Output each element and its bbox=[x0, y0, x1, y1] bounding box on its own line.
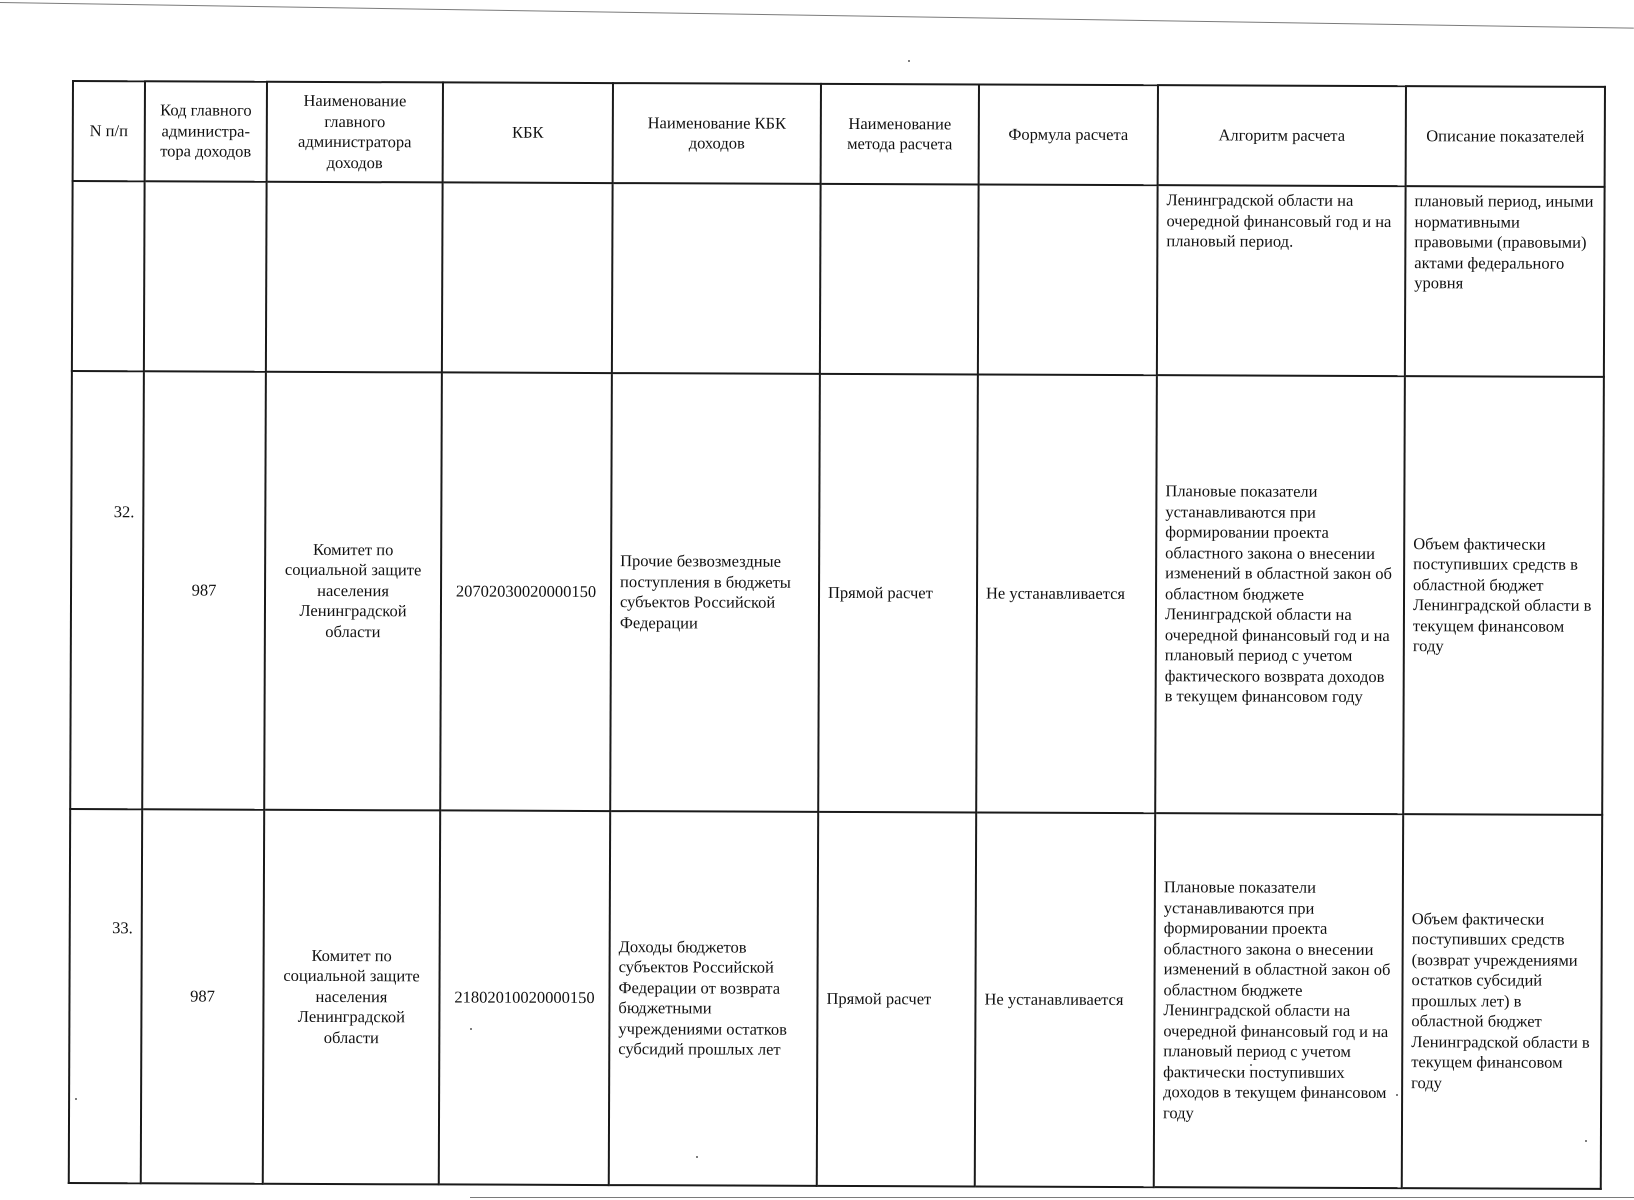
header-admin-name: Наименование главного администратора доходов bbox=[267, 82, 443, 183]
header-description: Описание показателей bbox=[1406, 86, 1605, 187]
table-row bbox=[70, 371, 1604, 815]
cell-admin-name: Комитет по социальной защите населения Ленинградской области bbox=[264, 372, 442, 811]
cell-formula: Не устанавливается bbox=[975, 812, 1155, 1187]
cell-num: 33. bbox=[69, 809, 142, 1183]
scan-edge-line-bottom bbox=[470, 1197, 1634, 1198]
cell-kbk: 21802010020000150 bbox=[439, 810, 610, 1185]
cell-kbk-name: Прочие безвозмездные поступления в бюджеты субъектов Российской Федерации bbox=[610, 373, 820, 812]
cell-formula bbox=[978, 184, 1158, 375]
header-num: N п/п bbox=[73, 81, 145, 181]
cell-algorithm: Плановые показатели устанавливаются при формировании проекта областного закона о внесении изменений в областной закон об областном бюджете Ленинградской области на очередной финансовый год и на плановый период с учетом фактического возврата доходов в текущем финансовом году bbox=[1155, 375, 1405, 814]
cell-kbk: 20702030020000150 bbox=[440, 372, 612, 811]
scan-edge-line bbox=[0, 2, 1634, 29]
cell-formula: Не устанавливается bbox=[976, 374, 1157, 813]
cell-description: плановый период, иными нормативными правовыми (правовыми) актами федерального уровня bbox=[1405, 186, 1605, 377]
header-formula: Формула расчета bbox=[979, 84, 1158, 185]
header-kbk-name: Наименование КБК доходов bbox=[613, 83, 821, 184]
cell-num bbox=[72, 181, 145, 371]
header-algorithm: Алгоритм расчета bbox=[1158, 85, 1406, 186]
cell-kbk-name: Доходы бюджетов субъектов Российской Федерации от возврата бюджетными учреждениями остатков субсидий прошлых лет bbox=[609, 811, 818, 1186]
table-header bbox=[73, 81, 1605, 187]
table-row bbox=[69, 809, 1602, 1189]
cell-description: Объем фактически поступивших средств в областной бюджет Ленинградской области в текущем финансовом году bbox=[1403, 376, 1604, 815]
cell-kbk-name bbox=[612, 183, 821, 374]
header-kbk: КБК bbox=[443, 82, 613, 183]
scan-speck bbox=[908, 60, 910, 62]
cell-algorithm: Плановые показатели устанавливаются при формировании проекта областного закона о внесении изменений в областной закон об областном бюджете Ленинградской области на очередной финансовый год и на плановый период с учетом фактически поступивших доходов в текущем финансовом году bbox=[1154, 813, 1403, 1188]
cell-method: Прямой расчет bbox=[818, 374, 978, 813]
table-row-continued bbox=[72, 181, 1605, 377]
cell-admin-name bbox=[266, 182, 443, 373]
cell-admin-code: 987 bbox=[142, 371, 266, 809]
cell-algorithm: Ленинградской области на очередной финансовый год и на плановый период. bbox=[1157, 185, 1406, 376]
cell-admin-code bbox=[144, 181, 267, 371]
cell-method bbox=[820, 184, 979, 375]
header-method: Наименование метода расчета bbox=[821, 84, 979, 185]
cell-admin-code: 987 bbox=[141, 809, 264, 1183]
cell-num: 32. bbox=[70, 371, 144, 809]
header-admin-code: Код главного администра-тора доходов bbox=[145, 81, 267, 181]
cell-description: Объем фактически поступивших средств (возврат учреждениями остатков субсидий прошлых лет) в областной бюджет Ленинградской области в текущем финансовом году bbox=[1402, 814, 1602, 1189]
cell-method: Прямой расчет bbox=[817, 812, 976, 1187]
revenue-forecast-table bbox=[68, 80, 1606, 1190]
cell-kbk bbox=[442, 182, 613, 373]
cell-admin-name: Комитет по социальной защите населения Ленинградской области bbox=[263, 810, 440, 1185]
